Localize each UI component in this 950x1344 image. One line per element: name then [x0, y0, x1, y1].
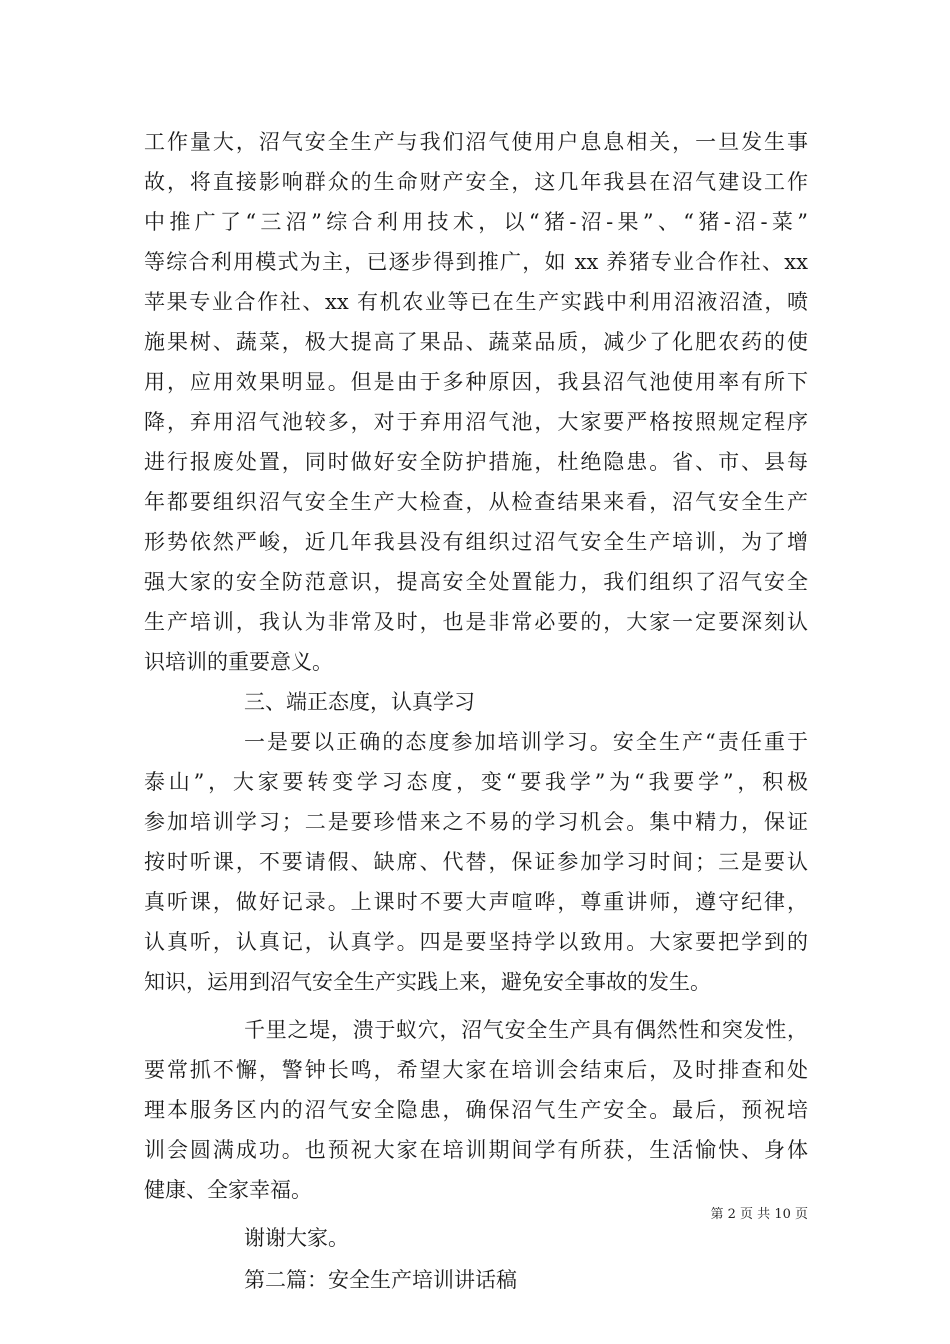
paragraph-1-line: 工作量大，沼气安全生产与我们沼气使用户息息相关，一旦发生事 — [144, 130, 808, 154]
paragraph-3-line: 要常抓不懈，警钟长鸣，希望大家在培训会结束后，及时排查和处 — [144, 1058, 808, 1082]
paragraph-1 — [144, 122, 808, 682]
paragraph-1-line: 形势依然严峻，近几年我县没有组织过沼气安全生产培训，为了增 — [144, 530, 808, 554]
document-body — [144, 122, 808, 1300]
paragraph-1-line: 中推广了“三沼”综合利用技术，以“猪-沼-果”、“猪-沼-菜” — [144, 210, 808, 234]
paragraph-2 — [144, 722, 808, 1002]
paragraph-1-line: 识培训的重要意义。 — [144, 650, 333, 674]
paragraph-1-line: 用，应用效果明显。但是由于多种原因，我县沼气池使用率有所下 — [144, 370, 808, 394]
paragraph-1-line: 进行报废处置，同时做好安全防护措施，杜绝隐患。省、市、县每 — [144, 450, 808, 474]
next-section-title: 第二篇：安全生产培训讲话稿 — [244, 1268, 517, 1292]
closing-thanks: 谢谢大家。 — [244, 1226, 349, 1250]
paragraph-3-line: 训会圆满成功。也预祝大家在培训期间学有所获，生活愉快、身体 — [144, 1138, 808, 1162]
paragraph-1-line: 生产培训，我认为非常及时，也是非常必要的，大家一定要深刻认 — [144, 610, 808, 634]
paragraph-3-line: 健康、全家幸福。 — [144, 1178, 312, 1202]
paragraph-3 — [144, 1010, 808, 1210]
paragraph-2-line: 真听课，做好记录。上课时不要大声喧哗，尊重讲师，遵守纪律， — [144, 890, 808, 914]
paragraph-1-line: 苹果专业合作社、xx 有机农业等已在生产实践中利用沼液沼渣，喷 — [144, 290, 808, 314]
paragraph-1-line: 故，将直接影响群众的生命财产安全，这几年我县在沼气建设工作 — [144, 170, 808, 194]
paragraph-2-line: 按时听课，不要请假、缺席、代替，保证参加学习时间；三是要认 — [144, 850, 808, 874]
paragraph-1-line: 等综合利用模式为主，已逐步得到推广，如 xx 养猪专业合作社、xx — [144, 250, 808, 274]
paragraph-1-line: 强大家的安全防范意识，提高安全处置能力，我们组织了沼气安全 — [144, 570, 808, 594]
paragraph-spacer — [144, 1002, 808, 1010]
paragraph-1-line: 施果树、蔬菜，极大提高了果品、蔬菜品质，减少了化肥农药的使 — [144, 330, 808, 354]
paragraph-1-line: 降，弃用沼气池较多，对于弃用沼气池，大家要严格按照规定程序 — [144, 410, 808, 434]
paragraph-2-line: 一是要以正确的态度参加培训学习。安全生产“责任重于 — [244, 730, 808, 754]
paragraph-1-line: 年都要组织沼气安全生产大检查，从检查结果来看，沼气安全生产 — [144, 490, 808, 514]
paragraph-3-line: 理本服务区内的沼气安全隐患，确保沼气生产安全。最后，预祝培 — [144, 1098, 808, 1122]
paragraph-2-line: 参加培训学习；二是要珍惜来之不易的学习机会。集中精力，保证 — [144, 810, 808, 834]
paragraph-2-line: 知识，运用到沼气安全生产实践上来，避免安全事故的发生。 — [144, 970, 711, 994]
page-number-footer: 第 2 页 共 10 页 — [710, 1207, 808, 1222]
paragraph-2-line: 认真听，认真记，认真学。四是要坚持学以致用。大家要把学到的 — [144, 930, 808, 954]
paragraph-3-line: 千里之堤，溃于蚁穴，沼气安全生产具有偶然性和突发性， — [244, 1018, 808, 1042]
paragraph-2-line: 泰山”，大家要转变学习态度，变“要我学”为“我要学”，积极 — [144, 770, 808, 794]
section-heading-3: 三、端正态度，认真学习 — [244, 690, 475, 714]
